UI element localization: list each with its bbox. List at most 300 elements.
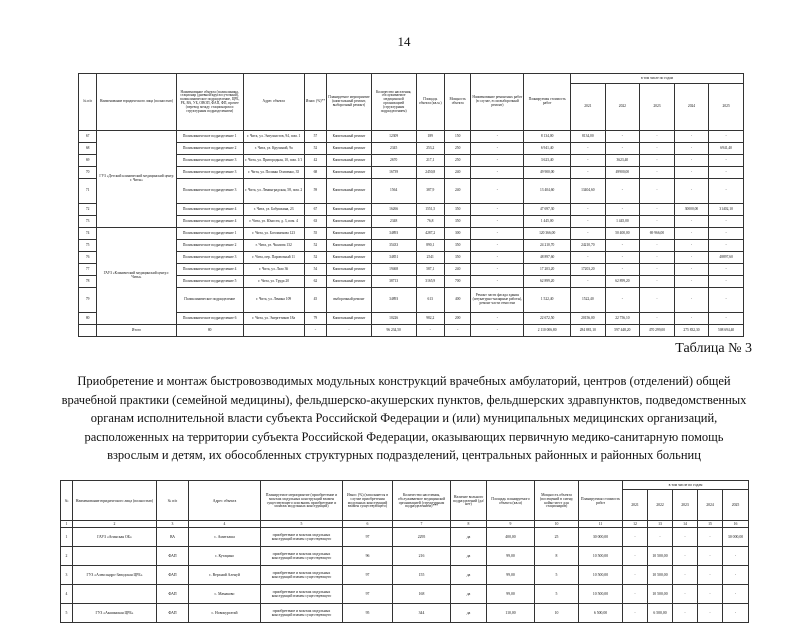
cell-people: 12309	[371, 131, 416, 143]
cell-cost: 30 000,00	[579, 528, 623, 547]
cell-measure: приобретение и монтаж модульных конструкций взамен существующего	[261, 528, 343, 547]
cell-cost: 6 500,00	[579, 604, 623, 623]
cell-people: 216	[393, 547, 451, 566]
cell-area: 613	[416, 288, 444, 313]
cell-address: г. Чита, ул. Чкалова 132	[243, 240, 304, 252]
cell-wear: 54	[304, 264, 326, 276]
cell-capacity: 240	[444, 264, 470, 276]
cell-y2024: -	[698, 604, 723, 623]
cell-y2021: -	[571, 204, 606, 216]
column-number: 7	[393, 521, 451, 528]
table-number: Таблица № 3	[675, 341, 752, 356]
cell-license: да	[451, 585, 487, 604]
cell-modes: -	[471, 167, 524, 179]
cell-wear: 79	[304, 313, 326, 325]
cell-wear: 67	[304, 204, 326, 216]
cell-y2023: -	[640, 179, 675, 204]
cell-y2021: 17203,20	[571, 264, 606, 276]
row-number: 72	[79, 204, 97, 216]
cell-y2023: -	[673, 566, 698, 585]
cell-y2023: -	[673, 528, 698, 547]
cell-area: 189	[416, 131, 444, 143]
header-no: № п/п	[79, 74, 97, 131]
cell-wear: 45	[304, 288, 326, 313]
entity-name: ГАУЗ «Агинская ОБ»	[73, 528, 157, 547]
column-number: 4	[189, 521, 261, 528]
cell-y2024: -	[698, 528, 723, 547]
cell-y2025: -	[709, 228, 744, 240]
cell-people: 16739	[371, 167, 416, 179]
column-number: 8	[451, 521, 487, 528]
object-name: Поликлиническое подразделение 4	[176, 264, 243, 276]
cell-y2025: -	[709, 179, 744, 204]
table-row	[79, 276, 744, 288]
cell-address: г. Чита, ул. Бабушкина, 23	[243, 204, 304, 216]
cell-cost: 3 623,40	[524, 155, 571, 167]
cell-cost: 1 445,00	[524, 216, 571, 228]
header-year: 2022	[648, 490, 673, 521]
cell-y2021: 24210,70	[571, 240, 606, 252]
cell-area: 890,1	[416, 240, 444, 252]
header-capacity: Мощность объекта (посещений в смену, койко-мест для стационаров)	[535, 481, 579, 521]
cell-address: г. Чита, ул. Богомягкова 123	[243, 228, 304, 240]
modular-construction-table	[60, 480, 749, 623]
cell-wear: 97	[343, 528, 393, 547]
total-cost: 2 110 006,80	[524, 325, 571, 337]
cell-y2025: -	[709, 313, 744, 325]
cell-people: 10226	[371, 313, 416, 325]
cell-y2025: -	[709, 264, 744, 276]
cell-cost: 49 900,00	[524, 167, 571, 179]
cell-type: ВА	[157, 528, 189, 547]
cell-measure: приобретение и монтаж модульных конструкций взамен существующего	[261, 566, 343, 585]
header-object: Наименование объекта (поликлиника, стационар (дневной/круглосуточный), поликлиническое подразделение, ЦРБ, РБ, ВА, УБ, ОВОП, ФАП, ФП, прочее (перевод между стационаром и структурным подразделением)	[176, 74, 243, 131]
cell-y2025: -	[723, 547, 749, 566]
cell-y2022: -	[605, 252, 640, 264]
cell-capacity: 150	[444, 131, 470, 143]
cell-area: 400,00	[487, 528, 535, 547]
table-row	[79, 155, 744, 167]
column-number: 10	[535, 521, 579, 528]
row-number: 74	[79, 228, 97, 240]
cell-y2021: 1522,40	[571, 288, 606, 313]
cell-measure: Капитальный ремонт	[327, 216, 372, 228]
cell-capacity: 400	[444, 288, 470, 313]
cell-y2021: -	[623, 604, 648, 623]
cell-people: 2670	[371, 155, 416, 167]
header-area: Площадь планируемого объекта (кв.м)	[487, 481, 535, 521]
object-name: Поликлиническое подразделение 2	[176, 240, 243, 252]
table-row	[61, 547, 749, 566]
cell-y2022: 50 400,00	[605, 228, 640, 240]
cell-capacity: 25	[535, 528, 579, 547]
cell-y2022: 10 500,00	[648, 547, 673, 566]
cell-type: ФАП	[157, 566, 189, 585]
header-modes: Наименование ремонтных работ (в случае, если выборочный ремонт)	[471, 74, 524, 131]
cell-y2025: 31402,10	[709, 204, 744, 216]
cell-modes: -	[471, 204, 524, 216]
object-name: Поликлиническое подразделение 5	[176, 276, 243, 288]
cell-y2024: -	[698, 566, 723, 585]
cell-y2025: -	[709, 216, 744, 228]
cell-y2021: -	[571, 276, 606, 288]
cell-y2021: -	[571, 143, 606, 155]
header-entity: Наименование юридического лица (полностью)	[73, 481, 157, 521]
column-number: 13	[648, 521, 673, 528]
cell-y2021: -	[571, 167, 606, 179]
cell-y2021: 20156,00	[571, 313, 606, 325]
cell-people: 2295	[393, 528, 451, 547]
header-entity: Наименование юридического лица (полностью)	[97, 74, 176, 131]
cell-measure: Капитальный ремонт	[327, 143, 372, 155]
cell-people: 34851	[371, 252, 416, 264]
cell-type: ФАП	[157, 547, 189, 566]
header-year: 2022	[605, 84, 640, 131]
total-y2023: 470 299,00	[640, 325, 675, 337]
row-number: 80	[79, 313, 97, 325]
cell-capacity: 700	[444, 276, 470, 288]
cell-modes: -	[471, 240, 524, 252]
cell-capacity: 240	[444, 167, 470, 179]
cell-capacity: 350	[444, 240, 470, 252]
header-address: Адрес объекта	[243, 74, 304, 131]
cell-y2025: -	[723, 604, 749, 623]
cell-address: г. Чита, ул. Кручиной, 9а	[243, 143, 304, 155]
cell-y2022: 1 445,00	[605, 216, 640, 228]
cell-address: г. Чита, ул. Юности, д. 3, пом. 4	[243, 216, 304, 228]
cell-modes: -	[471, 179, 524, 204]
object-name: Поликлиническое подразделение 3	[176, 179, 243, 204]
entity-name	[73, 585, 157, 604]
cell-y2025: -	[709, 240, 744, 252]
cell-area: 2541	[416, 252, 444, 264]
row-number: 71	[79, 179, 97, 204]
cell-y2024: -	[674, 240, 709, 252]
header-measure: Планируемое мероприятие (капитальный ремонт, выборочный ремонт)	[327, 74, 372, 131]
cell-modes: -	[471, 216, 524, 228]
object-name: Поликлиническое подразделение 2	[176, 143, 243, 155]
cell-modes: Ремонт части фасада здания (штукатурно-малярные работы), ремонт части отмостки	[471, 288, 524, 313]
cell-y2022: -	[648, 528, 673, 547]
cell-cost: 8 134,00	[524, 131, 571, 143]
capital-repair-table	[78, 73, 744, 337]
cell-people: 2345	[371, 143, 416, 155]
header-capacity: Мощность объекта	[444, 74, 470, 131]
cell-y2023: -	[640, 155, 675, 167]
cell-cost: 120 366,00	[524, 228, 571, 240]
cell-y2022: -	[605, 264, 640, 276]
cell-area: 587,1	[416, 264, 444, 276]
column-number: 3	[157, 521, 189, 528]
cell-people: 38713	[371, 276, 416, 288]
cell-address: г. Чита, ул. Энергетиков 18а	[243, 313, 304, 325]
cell-wear: 97	[343, 585, 393, 604]
cell-y2025: 48897,60	[709, 252, 744, 264]
cell-y2021: -	[571, 228, 606, 240]
cell-cost: 6 941,40	[524, 143, 571, 155]
cell-cost: 24 210,70	[524, 240, 571, 252]
cell-address: г. Чита, ул. Ленина 109	[243, 288, 304, 313]
cell-area: 4287,2	[416, 228, 444, 240]
header-year: 2021	[571, 84, 606, 131]
cell-modes: -	[471, 276, 524, 288]
cell-people: 344	[393, 604, 451, 623]
cell-wear: 62	[304, 276, 326, 288]
row-number: 67	[79, 131, 97, 143]
row-number: 76	[79, 252, 97, 264]
total-label: Итого	[97, 325, 176, 337]
cell-y2025: 6941,40	[709, 143, 744, 155]
cell-measure: Капитальный ремонт	[327, 167, 372, 179]
object-name: Поликлиническое подразделение 3	[176, 167, 243, 179]
header-year: 2021	[623, 490, 648, 521]
cell-y2022: 62 899,20	[605, 276, 640, 288]
cell-y2025: -	[709, 131, 744, 143]
cell-cost: 13 404,60	[524, 179, 571, 204]
object-name: Поликлиническое подразделение 1	[176, 228, 243, 240]
header-license: Наличие вольного подразделений (да/нет)	[451, 481, 487, 521]
cell-measure: Капитальный ремонт	[327, 131, 372, 143]
cell-area: 2450,8	[416, 167, 444, 179]
cell-y2023: 69 966,00	[640, 228, 675, 240]
column-number: 9	[487, 521, 535, 528]
cell-y2021: -	[571, 216, 606, 228]
cell-y2024: -	[674, 167, 709, 179]
cell-modes: -	[471, 143, 524, 155]
row-number: 1	[61, 528, 73, 547]
column-number: 12	[623, 521, 648, 528]
cell-address: с. Кутацино	[189, 547, 261, 566]
column-number: 2	[73, 521, 157, 528]
object-name: Поликлиническое подразделение 4	[176, 216, 243, 228]
cell-address: с. Амитхаша	[189, 528, 261, 547]
total-y2024: 275 832,30	[674, 325, 709, 337]
header-type: № п/п	[157, 481, 189, 521]
cell-y2023: -	[640, 204, 675, 216]
cell-capacity: 350	[444, 252, 470, 264]
cell-wear: 57	[304, 131, 326, 143]
object-name: Поликлиническое подразделение	[176, 288, 243, 313]
row-number: 75	[79, 240, 97, 252]
cell-y2022: 3623,40	[605, 155, 640, 167]
cell-type: ФАП	[157, 585, 189, 604]
cell-y2022: -	[605, 179, 640, 204]
cell-measure: Капитальный ремонт	[327, 228, 372, 240]
cell-people: 19468	[371, 264, 416, 276]
cell-address: г. Чита, ул. Лазо 36	[243, 264, 304, 276]
cell-y2023: -	[640, 252, 675, 264]
cell-wear: 42	[304, 155, 326, 167]
cell-cost: 10 500,00	[579, 566, 623, 585]
cell-area: 99,00	[487, 547, 535, 566]
column-number: 11	[579, 521, 623, 528]
cell-modes: -	[471, 155, 524, 167]
header-wear: Износ (%)**	[304, 74, 326, 131]
header-year: 2025	[709, 84, 744, 131]
row-number: 79	[79, 288, 97, 313]
total-measure: -	[327, 325, 372, 337]
table-row	[79, 216, 744, 228]
cell-y2021: -	[623, 547, 648, 566]
cell-measure: Капитальный ремонт	[327, 252, 372, 264]
cell-y2025: -	[723, 566, 749, 585]
cell-cost: 47 697,30	[524, 204, 571, 216]
cell-area: 99,00	[487, 585, 535, 604]
cell-measure: Капитальный ремонт	[327, 313, 372, 325]
cell-y2021: -	[571, 155, 606, 167]
cell-y2022: -	[605, 288, 640, 313]
cell-y2022: 6 500,00	[648, 604, 673, 623]
cell-capacity: 5	[535, 585, 579, 604]
entity-name	[73, 547, 157, 566]
header-measure: Планируемое мероприятие (приобретение и монтаж модульных конструкций взамен существующего или вновь приобретение и монтаж модульных конструкций)	[261, 481, 343, 521]
table-row	[79, 204, 744, 216]
header-people: Количество населения, обслуживаемое медицинской организацией (структурным подразделением)	[371, 74, 416, 131]
cell-license: да	[451, 566, 487, 585]
cell-wear: 52	[304, 143, 326, 155]
cell-y2022: 10 500,00	[648, 566, 673, 585]
cell-license: да	[451, 547, 487, 566]
cell-y2023: -	[640, 264, 675, 276]
entity-name: ГАУЗ «Клинический медицинский центр г. Читы»	[97, 228, 176, 325]
cell-y2023: -	[640, 131, 675, 143]
total-row	[79, 325, 744, 337]
cell-y2023: -	[640, 288, 675, 313]
entity-name: ГУЗ «Акшинская ЦРБ»	[73, 604, 157, 623]
cell-y2024: -	[674, 288, 709, 313]
cell-people: 155	[393, 566, 451, 585]
row-number: 77	[79, 264, 97, 276]
cell-capacity: 8	[535, 547, 579, 566]
cell-address: г. Чита, ул. Пригородная, 10, пом. 1/1	[243, 155, 304, 167]
cell-y2024: -	[698, 585, 723, 604]
cell-y2022: 10 500,00	[648, 585, 673, 604]
cell-y2022: 49900,00	[605, 167, 640, 179]
cell-y2024: -	[674, 131, 709, 143]
column-number: 6	[343, 521, 393, 528]
cell-capacity: 200	[444, 313, 470, 325]
cell-y2023: -	[640, 313, 675, 325]
total-count: 80	[176, 325, 243, 337]
cell-area: 99,00	[487, 566, 535, 585]
cell-y2025: -	[709, 155, 744, 167]
table-row	[79, 252, 744, 264]
total-y2022: 597 448,20	[605, 325, 640, 337]
cell-y2024: 30000,00	[674, 204, 709, 216]
header-no: №	[61, 481, 73, 521]
cell-people: 1564	[371, 179, 416, 204]
cell-y2024: -	[674, 179, 709, 204]
object-name: Поликлиническое подразделение 3	[176, 155, 243, 167]
total-people: 96 234,50	[371, 325, 416, 337]
cell-capacity: 5	[535, 566, 579, 585]
cell-measure: приобретение и монтаж модульных конструкций взамен существующего	[261, 585, 343, 604]
entity-name: ГУЗ «Детский клинический медицинский центр г. Читы»	[97, 131, 176, 228]
column-number: 5	[261, 521, 343, 528]
cell-y2025: -	[709, 276, 744, 288]
table-row	[61, 585, 749, 604]
cell-address: г. Чита, ул. Ленинградская, 58, пом. 2	[243, 179, 304, 204]
cell-cost: 10 500,00	[579, 547, 623, 566]
column-number: 15	[698, 521, 723, 528]
cell-y2024: -	[698, 547, 723, 566]
cell-cost: 22 672,50	[524, 313, 571, 325]
cell-wear: 52	[304, 252, 326, 264]
column-number: 16	[723, 521, 749, 528]
cell-wear: 55	[304, 228, 326, 240]
row-number: 70	[79, 167, 97, 179]
header-cost: Планируемая стоимость работ	[524, 74, 571, 131]
total-spacer	[79, 325, 97, 337]
cell-address: г. Чита, пер. Паровозный 11	[243, 252, 304, 264]
cell-measure: приобретение и монтаж модульных конструкций взамен существующего	[261, 604, 343, 623]
cell-y2024: -	[674, 252, 709, 264]
cell-capacity: 250	[444, 155, 470, 167]
cell-area: 387,9	[416, 179, 444, 204]
total-modes: -	[471, 325, 524, 337]
cell-measure: выборочный ремонт	[327, 288, 372, 313]
header-year: 2024	[698, 490, 723, 521]
cell-y2022: -	[605, 240, 640, 252]
table-row	[79, 179, 744, 204]
table-row	[61, 566, 749, 585]
cell-measure: Капитальный ремонт	[327, 240, 372, 252]
cell-people: 35433	[371, 240, 416, 252]
object-name: Поликлиническое подразделение 6	[176, 313, 243, 325]
cell-cost: 48 897,60	[524, 252, 571, 264]
cell-address: с. Мамаково	[189, 585, 261, 604]
cell-y2024: -	[674, 216, 709, 228]
object-name: Поликлиническое подразделение 3	[176, 252, 243, 264]
table-row	[79, 240, 744, 252]
cell-modes: -	[471, 313, 524, 325]
row-number: 2	[61, 547, 73, 566]
header-year: 2025	[723, 490, 749, 521]
column-number: 14	[673, 521, 698, 528]
row-number: 73	[79, 216, 97, 228]
cell-area: 217,1	[416, 155, 444, 167]
cell-wear: 68	[304, 167, 326, 179]
header-year: 2023	[640, 84, 675, 131]
header-year: 2023	[673, 490, 698, 521]
row-number: 4	[61, 585, 73, 604]
table-row	[79, 288, 744, 313]
cell-measure: Капитальный ремонт	[327, 276, 372, 288]
cell-y2021: -	[623, 585, 648, 604]
cell-wear: 95	[343, 604, 393, 623]
object-name: Поликлиническое подразделение 1	[176, 131, 243, 143]
cell-y2021: 8134,00	[571, 131, 606, 143]
cell-address: г. Чита, ул. Труда 20	[243, 276, 304, 288]
cell-capacity: 250	[444, 143, 470, 155]
cell-address: г. Чита, ул. Энтузиастов, 94, пом. 1	[243, 131, 304, 143]
cell-wear: 63	[304, 216, 326, 228]
cell-y2025: -	[709, 167, 744, 179]
row-number: 3	[61, 566, 73, 585]
cell-y2021: -	[623, 566, 648, 585]
cell-y2023: -	[640, 276, 675, 288]
row-number: 68	[79, 143, 97, 155]
cell-y2025: -	[709, 288, 744, 313]
cell-y2022: -	[605, 143, 640, 155]
cell-y2024: -	[674, 264, 709, 276]
cell-area: 1551,5	[416, 204, 444, 216]
cell-area: 76,8	[416, 216, 444, 228]
cell-people: 168	[393, 585, 451, 604]
cell-y2025: -	[723, 585, 749, 604]
cell-people: 34893	[371, 228, 416, 240]
cell-y2021: 13404,60	[571, 179, 606, 204]
